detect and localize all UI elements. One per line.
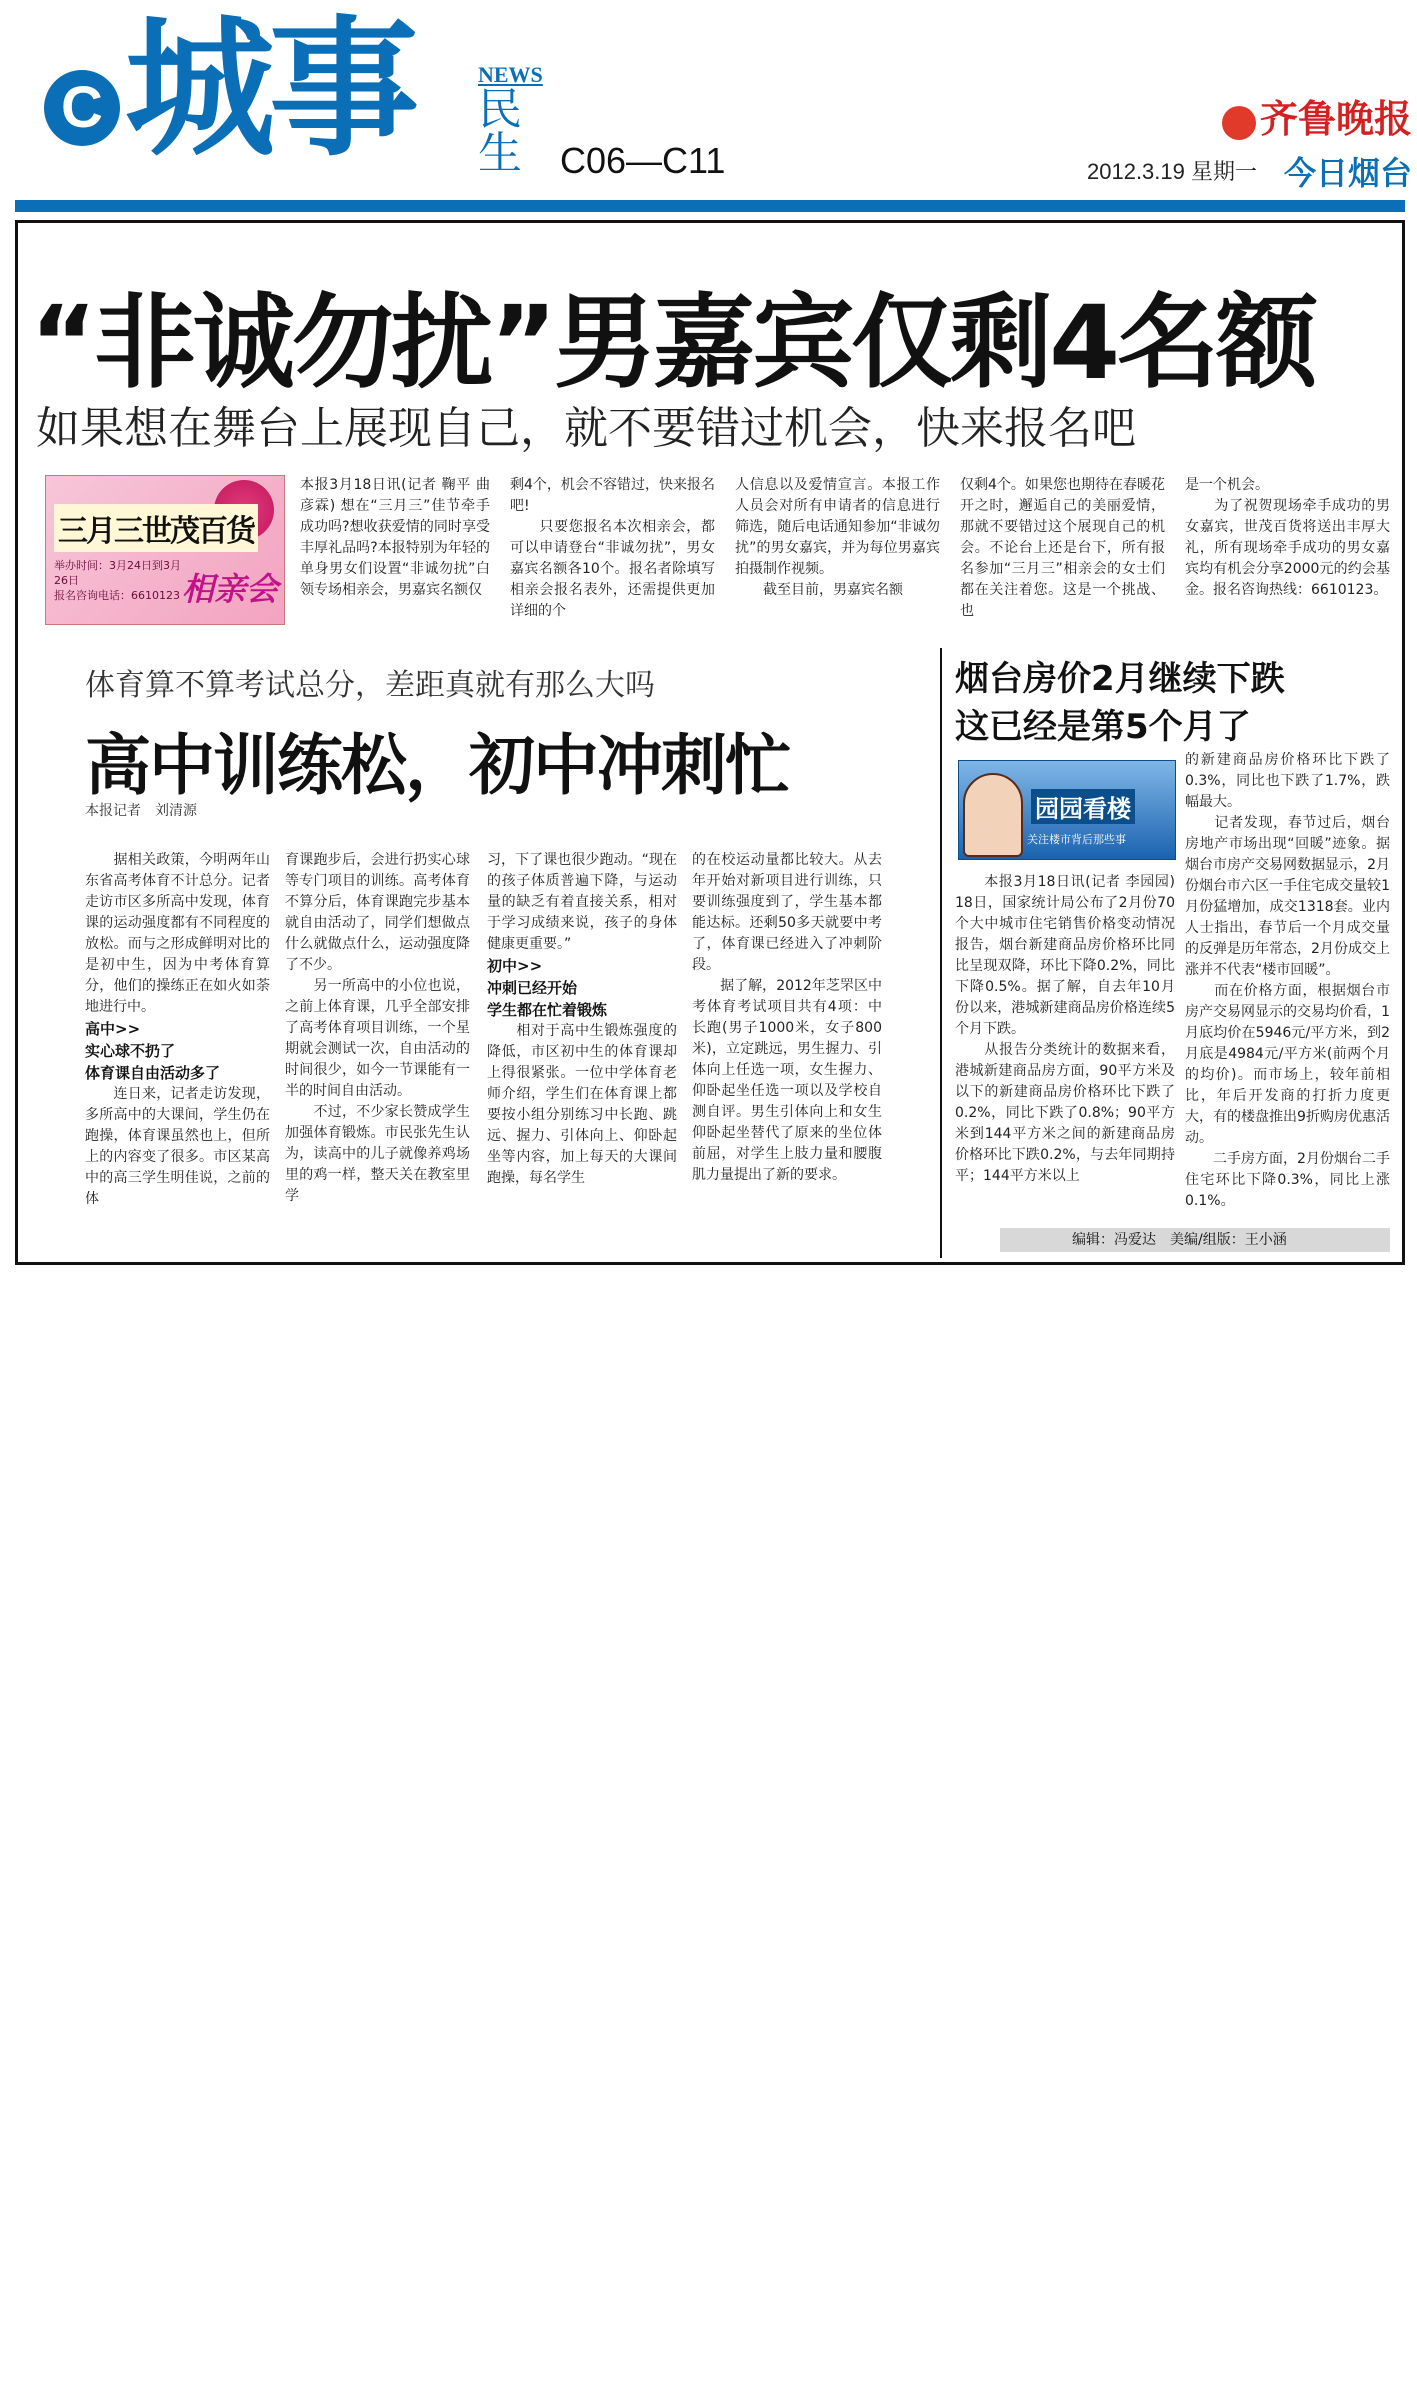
lead-headline: “非诚勿扰”男嘉宾仅剩4名额 [30, 284, 1316, 403]
second-byline: 本报记者 刘清源 [85, 803, 197, 819]
subhead-high-school-line3: 体育课自由活动多了 [85, 1064, 221, 1082]
ad-slogan: 相亲会 [181, 570, 278, 608]
lead-column-5: 是一个机会。 为了祝贺现场牵手成功的男女嘉宾，世茂百货将送出丰厚大礼，所有现场牵手成功的男女嘉宾均有机会分享2000元的约会基金。报名咨询热线：6610123。 [1185, 477, 1390, 598]
side-headline-line1: 烟台房价2月继续下跌 [955, 659, 1285, 699]
issue-date: 2012.3.19 星期一 [1087, 159, 1257, 184]
side-headline-line2: 这已经是第5个月了 [955, 707, 1251, 747]
paper-logo-icon [1222, 106, 1256, 140]
ad-info-time: 举办时间：3月24日到3月26日 [54, 559, 181, 587]
subhead-middle-school-line3: 学生都在忙着锻炼 [487, 1001, 608, 1019]
lead-column-4: 仅剩4个。如果您也期待在春暖花开之时，邂逅自己的美丽爱情，那就不要错过这个展现自己的机会。不论台上还是台下，所有报名参加“三月三”相亲会的女士们都在关注着您。这是一个挑战、也 [960, 477, 1165, 619]
second-headline: 高中训练松，初中冲刺忙 [85, 727, 789, 804]
ad-title: 三月三世茂百货 [54, 504, 258, 552]
ad-banner [45, 475, 285, 625]
subhead-high-school-line2: 实心球不扔了 [85, 1042, 176, 1060]
subhead-middle-school: 初中>> [487, 957, 543, 975]
second-column-4: 的在校运动量都比较大。从去年开始对新项目进行训练，只要训练强度到了，学生基本都能达标。还剩50多天就要中考了，体育课已经进入了冲刺阶段。 据了解，2012年芝罘区中考体育考试项目共有4项：中长跑(男子1000米，女子800米)，立定跳远，男生握力、引体向上任选一项，女生握力、仰卧起坐任选一项以及学校自测自评。男生引体向上和女生仰卧起坐替代了原来的坐位体前屈，对学生上肢力量和腰腹肌力量提出了新的要求。 [692, 852, 882, 1183]
side-column-1: 本报3月18日讯(记者 李园园) 18日，国家统计局公布了2月份70个大中城市住宅销售价格变动情况报告，烟台新建商品房价格环比同比呈现双降，环比下降0.2%，同比下降0.5%。据了解，自去年10月份以来，港城新建商品房价格连续5个月下跌。 从报告分类统计的数据来看，港城新建商品房方面，90平方米及以下的新建商品房价格环比下跌了0.2%，同比下跌了0.8%；90平方米到144平方米之间的新建商品房价格环比下跌0.2%，与去年同期持平；144平方米以上 [955, 874, 1175, 1184]
paper-name: 齐鲁晚报 [1259, 96, 1412, 141]
ad-info-phone: 报名咨询电话：6610123 [54, 589, 180, 602]
second-column-3 [487, 850, 677, 1250]
second-col1-body: 连日来，记者走访发现，多所高中的大课间，学生仍在跑操，体育课虽然也上，但所上的内容变了很多。市区某高中的高三学生明佳说，之前的体 [85, 1086, 270, 1207]
side-column-2: 的新建商品房价格环比下跌了0.3%，同比也下跌了1.7%，跌幅最大。 记者发现，春节过后，烟台房地产市场出现“回暖”迹象。据烟台市房产交易网数据显示，2月份烟台市六区一手住宅成交量较1月份猛增加，成交1318套。业内人士指出，春节后一个月成交量的反弹是历年常态，2月份成交上涨并不代表“楼市回暖”。 而在价格方面，根据烟台市房产交易网显示的交易均价看，1月底均价在5946元/平方米，到2月底是4984元/平方米(前两个月的均价)。而市场上，较年前相比，年后开发商的打折力度更大，有的楼盘推出9折购房优惠活动。 二手房方面，2月份烟台二手住宅环比下降0.3%，同比上涨0.1%。 [1185, 752, 1390, 1209]
column-divider [940, 648, 942, 1258]
column-logo-title: 园园看楼 [1031, 789, 1135, 824]
columnist-avatar-icon [963, 773, 1023, 857]
ad-info [54, 558, 194, 603]
column-logo-subtitle: 关注楼市背后那些事 [1027, 833, 1126, 846]
second-pre-headline: 体育算不算考试总分，差距真就有那么大吗 [85, 668, 655, 703]
paper-logo [1222, 88, 1412, 143]
sub-section-label: 民生 [478, 84, 522, 179]
lead-column-1: 本报3月18日讯(记者 鞠平 曲彦霖) 想在“三月三”佳节牵手成功吗?想收获爱情的同时享受丰厚礼品吗?本报特别为年轻的单身男女们设置“非诚勿扰”白领专场相亲会，男嘉宾名额仅 [300, 477, 490, 598]
second-column-1 [85, 850, 270, 1250]
subhead-high-school: 高中>> [85, 1020, 141, 1038]
edition-name: 今日烟台 [1283, 154, 1412, 192]
column-logo [958, 760, 1176, 860]
masthead-rule [15, 200, 1405, 212]
second-col3-body: 相对于高中生锻炼强度的降低，市区初中生的体育课却上得很紧张。一位中学体育老师介绍，学生们在体育课上都要按小组分别练习中长跑、跳远、握力、引体向上、仰卧起坐等内容，加上每天的大课间跑操，每名学生 [487, 1023, 677, 1186]
news-label: NEWS [478, 62, 543, 87]
second-col3-top: 习，下了课也很少跑动。“现在的孩子体质普遍下降，与运动量的缺乏有着直接关系，相对于学习成绩来说，孩子的身体健康更重要。” [487, 852, 677, 952]
page-range: C06—C11 [560, 140, 726, 181]
side-headline [955, 655, 1285, 751]
second-intro: 据相关政策，今明两年山东省高考体育不计总分。记者走访市区多所高中发现，体育课的运动强度都有不同程度的放松。而与之形成鲜明对比的是初中生，因为中考体育算分，他们的操练正在如火如荼地进行中。 [85, 852, 270, 1015]
second-column-2: 育课跑步后，会进行扔实心球等专门项目的训练。高考体育不算分后，体育课跑完步基本就自由活动了，同学们想做点什么就做点什么，运动强度降了不少。 另一所高中的小位也说，之前上体育课，几乎全部安排了高考体育项目训练，一个星期就会测试一次，自由活动的时间很少，如今一节课能有一半的时间自由活动。 不过，不少家长赞成学生加强体育锻炼。市民张先生认为，读高中的儿子就像养鸡场里的鸡一样，整天关在教室里学 [285, 852, 470, 1204]
lead-column-2: 剩4个，机会不容错过，快来报名吧! 只要您报名本次相亲会，都可以申请登台“非诚勿扰”，男女嘉宾名额各10个。报名者除填写相亲会报名表外，还需提供更加详细的个 [510, 477, 715, 619]
editor-credit-bar: 编辑：冯爱达 美编/组版：王小涵 [1000, 1228, 1390, 1252]
section-letter-badge: C [44, 70, 120, 146]
lead-column-3: 人信息以及爱情宣言。本报工作人员会对所有申请者的信息进行筛选，随后电话通知参加“非诚勿扰”的男女嘉宾，并为每位男嘉宾拍摄制作视频。 截至目前，男嘉宾名额 [735, 477, 940, 598]
subhead-middle-school-line2: 冲刺已经开始 [487, 979, 578, 997]
section-title: 城事 [125, 3, 414, 177]
lead-subhead: 如果想在舞台上展现自己，就不要错过机会，快来报名吧 [36, 403, 1136, 454]
